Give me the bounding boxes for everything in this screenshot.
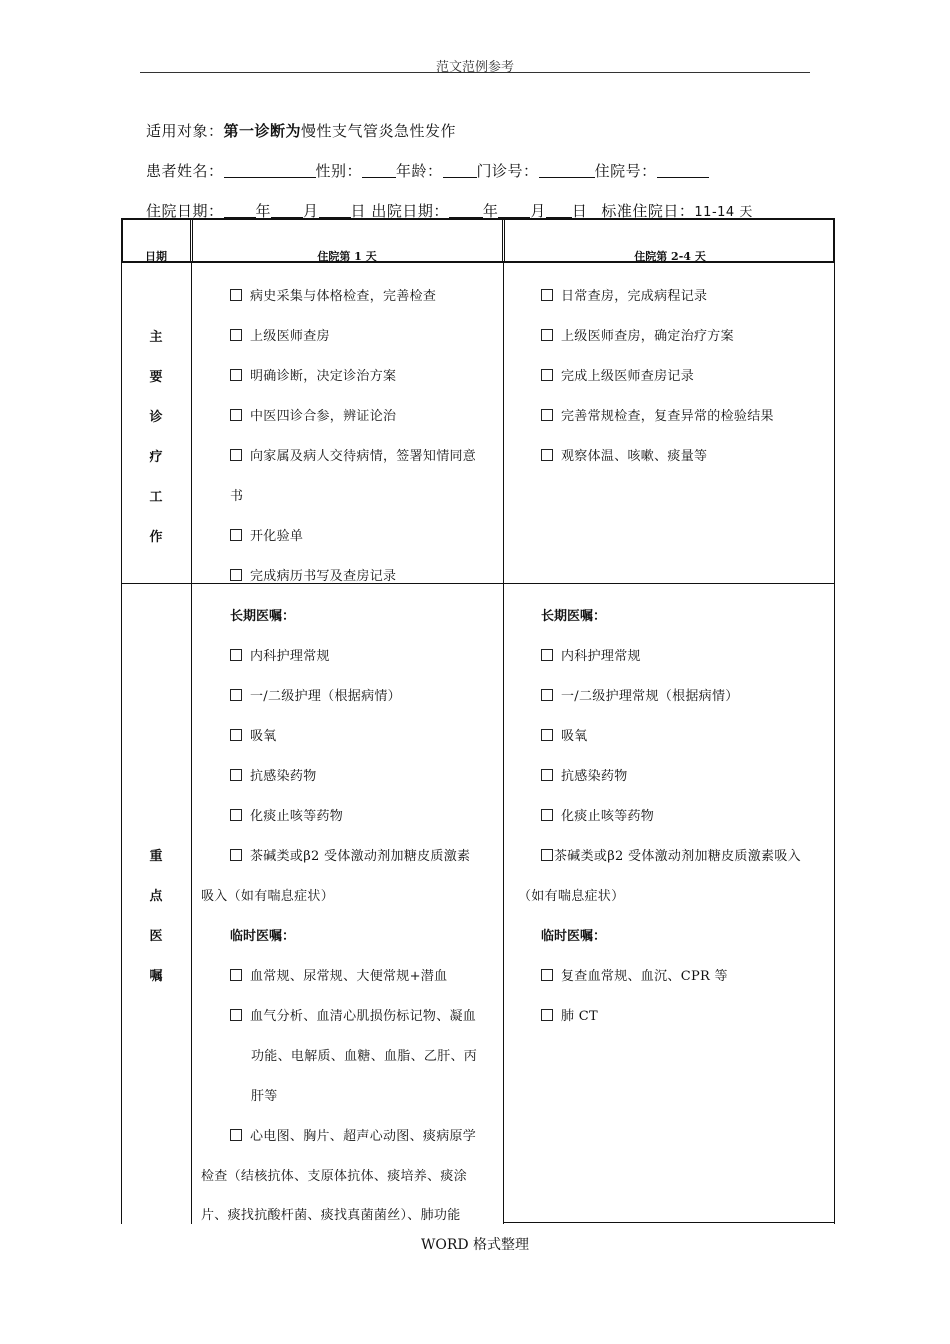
day2-work-item[interactable] (541, 327, 734, 347)
day1-temp-item[interactable] (230, 967, 447, 987)
day2-order-item[interactable] (541, 687, 739, 707)
item-text: 抗感染药物 (250, 769, 317, 784)
label-char: 疗 (149, 450, 163, 465)
item-continuation: 检查（结核抗体、支原体抗体、痰培养、痰涂 (201, 1169, 468, 1184)
checkbox-icon[interactable] (230, 529, 242, 541)
item-text: 一/二级护理（根据病情） (250, 689, 401, 704)
day2-order-item[interactable] (541, 767, 628, 787)
day-unit: 日 (571, 202, 588, 220)
first-diagnosis-label: 第一诊断为 (223, 122, 302, 140)
day2-work-column (504, 263, 834, 583)
day1-temp-item[interactable] (230, 1127, 476, 1147)
admit-year-field[interactable] (224, 203, 256, 218)
item-text: 完善常规检查，复查异常的检验结果 (561, 409, 774, 424)
day1-work-item[interactable] (230, 527, 303, 547)
checkbox-icon[interactable] (541, 369, 553, 381)
label-char: 医 (149, 929, 163, 944)
temporary-orders-heading: 临时医嘱： (230, 929, 296, 944)
checkbox-icon[interactable] (541, 289, 553, 301)
temporary-orders-heading: 临时医嘱： (541, 929, 607, 944)
item-text: 吸氧 (561, 729, 588, 744)
day2-work-item[interactable] (541, 287, 707, 307)
item-continuation: 吸入（如有喘息症状） (201, 889, 335, 904)
day2-orders-column (504, 584, 834, 1222)
item-text: 中医四诊合参，辨证论治 (250, 409, 397, 424)
item-continuation: （如有喘息症状） (518, 889, 625, 904)
gender-field[interactable] (362, 163, 396, 178)
item-text: 血气分析、血清心肌损伤标记物、凝血 (250, 1009, 477, 1024)
item-continuation: 功能、电解质、血糖、血脂、乙肝、丙 (251, 1049, 478, 1064)
label-char: 主 (149, 330, 163, 345)
page-footer: WORD 格式整理 (420, 1237, 530, 1253)
checkbox-icon[interactable] (230, 769, 242, 781)
checkbox-icon[interactable] (230, 449, 242, 461)
label-char: 嘱 (149, 969, 163, 984)
item-text: 上级医师查房 (250, 329, 330, 344)
year-unit: 年 (255, 202, 272, 220)
discharge-month-field[interactable] (498, 203, 530, 218)
item-text: 观察体温、咳嗽、痰量等 (561, 449, 708, 464)
day1-order-item[interactable] (230, 847, 470, 867)
checkbox-icon[interactable] (541, 449, 553, 461)
applicable-target-line (146, 120, 456, 141)
discharge-day-field[interactable] (546, 203, 572, 218)
column-day1-header: 住院第 1 天 (317, 250, 377, 263)
table-bottom-right (503, 1222, 835, 1223)
age-label: 年龄： (396, 162, 443, 180)
checkbox-icon[interactable] (230, 969, 242, 981)
section-main-work-label (121, 318, 191, 558)
item-text: 向家属及病人交待病情，签署知情同意 (250, 449, 477, 464)
label-char: 作 (149, 530, 163, 545)
admit-day-field[interactable] (319, 203, 351, 218)
item-text: 茶碱类或β2 受体激动剂加糖皮质激素 (250, 849, 471, 864)
month-unit: 月 (530, 202, 546, 220)
inpatient-number-field[interactable] (657, 163, 709, 178)
day2-temp-item[interactable] (541, 967, 728, 987)
day1-work-item[interactable] (230, 367, 396, 387)
section-key-orders-label (121, 837, 191, 997)
checkbox-icon[interactable] (230, 329, 242, 341)
day1-work-item[interactable] (230, 407, 396, 427)
checkbox-icon[interactable] (230, 289, 242, 301)
checkbox-icon[interactable] (541, 409, 553, 421)
checkbox-icon[interactable] (541, 329, 553, 341)
diagnosis-value: 慢性支气管炎急性发作 (301, 122, 457, 140)
standard-stay-label: 标准住院日： (601, 202, 695, 220)
patient-info-line (146, 160, 709, 181)
label-char: 点 (149, 889, 163, 904)
standard-stay-value: 11-14 天 (694, 205, 753, 220)
item-text: 完成上级医师查房记录 (561, 369, 695, 384)
checkbox-icon[interactable] (541, 809, 553, 821)
item-text: 上级医师查房，确定治疗方案 (561, 329, 734, 344)
column-day2-header: 住院第 2-4 天 (634, 250, 706, 263)
item-text: 肺 CT (561, 1009, 598, 1024)
item-text: 病史采集与体格检查，完善检查 (250, 289, 437, 304)
checkbox-icon[interactable] (230, 689, 242, 701)
day2-order-item[interactable] (541, 847, 801, 867)
day1-order-item[interactable] (230, 647, 330, 667)
item-text: 茶碱类或β2 受体激动剂加糖皮质激素吸入 (554, 849, 801, 864)
long-term-orders-heading: 长期医嘱： (230, 609, 296, 624)
item-text: 血常规、尿常规、大便常规+潜血 (250, 969, 448, 984)
checkbox-icon[interactable] (230, 569, 242, 581)
item-text: 吸氧 (250, 729, 277, 744)
patient-name-label: 患者姓名： (146, 162, 224, 180)
discharge-date-label: 出院日期： (366, 202, 449, 220)
admit-date-label: 住院日期： (146, 202, 224, 220)
checkbox-icon[interactable] (230, 729, 242, 741)
item-text: 抗感染药物 (561, 769, 628, 784)
long-term-orders-heading: 长期医嘱： (541, 609, 607, 624)
checkbox-icon[interactable] (230, 1129, 242, 1141)
item-text: 化痰止咳等药物 (561, 809, 655, 824)
checkbox-icon[interactable] (541, 729, 553, 741)
column-date-header: 日期 (145, 250, 167, 263)
item-text: 化痰止咳等药物 (250, 809, 344, 824)
item-continuation: 书 (230, 489, 244, 504)
day1-work-item[interactable] (230, 287, 436, 307)
checkbox-icon[interactable] (541, 769, 553, 781)
item-text: 内科护理常规 (561, 649, 641, 664)
day2-work-item[interactable] (541, 407, 774, 427)
day2-order-item[interactable] (541, 727, 588, 747)
label-char: 诊 (149, 410, 163, 425)
item-continuation: 肝等 (251, 1089, 278, 1104)
label-char: 工 (149, 490, 163, 505)
checkbox-icon[interactable] (541, 689, 553, 701)
day1-work-item[interactable] (230, 447, 476, 467)
applicable-label: 适用对象： (146, 122, 224, 140)
checkbox-icon[interactable] (230, 1009, 242, 1021)
checkbox-icon[interactable] (541, 649, 553, 661)
day2-temp-item[interactable] (541, 1007, 598, 1027)
checkbox-icon[interactable] (230, 849, 242, 861)
day1-work-item[interactable] (230, 327, 330, 347)
admit-month-field[interactable] (271, 203, 303, 218)
checkbox-icon[interactable] (541, 1009, 553, 1021)
checkbox-icon[interactable] (230, 809, 242, 821)
checkbox-icon[interactable] (541, 969, 553, 981)
item-text: 开化验单 (250, 529, 304, 544)
year-unit: 年 (482, 202, 499, 220)
item-text: 日常查房，完成病程记录 (561, 289, 708, 304)
item-text: 复查血常规、血沉、CPR 等 (561, 969, 728, 984)
label-char: 要 (149, 370, 163, 385)
day1-order-item[interactable] (230, 767, 317, 787)
item-text: 明确诊断，决定诊治方案 (250, 369, 397, 384)
day2-order-item[interactable] (541, 807, 654, 827)
day2-work-item[interactable] (541, 447, 707, 467)
checkbox-icon[interactable] (230, 409, 242, 421)
inpatient-number-label: 住院号： (594, 162, 657, 180)
checkbox-icon[interactable] (230, 369, 242, 381)
label-char: 重 (149, 849, 163, 864)
day2-work-item[interactable] (541, 367, 694, 387)
day1-orders-column (192, 584, 502, 1224)
day2-order-item[interactable] (541, 647, 641, 667)
patient-name-field[interactable] (224, 163, 316, 178)
item-continuation: 片、痰找抗酸杆菌、痰找真菌菌丝）、肺功能 (201, 1208, 461, 1223)
discharge-year-field[interactable] (449, 203, 483, 218)
item-text: 一/二级护理常规（根据病情） (561, 689, 739, 704)
checkbox-icon[interactable] (541, 849, 553, 861)
month-unit: 月 (303, 202, 319, 220)
item-text: 内科护理常规 (250, 649, 330, 664)
day1-work-item[interactable] (230, 567, 396, 583)
clinic-number-field[interactable] (539, 163, 595, 178)
item-text: 完成病历书写及查房记录 (250, 569, 397, 583)
day-unit: 日 (350, 202, 367, 220)
day1-order-item[interactable] (230, 727, 277, 747)
checkbox-icon[interactable] (230, 649, 242, 661)
day1-work-column (192, 263, 502, 583)
day1-temp-item[interactable] (230, 1007, 476, 1027)
clinic-number-label: 门诊号： (476, 162, 539, 180)
day1-order-item[interactable] (230, 807, 343, 827)
day1-order-item[interactable] (230, 687, 401, 707)
page-header-title: 范文范例参考 (435, 60, 514, 75)
age-field[interactable] (443, 163, 477, 178)
item-text: 心电图、胸片、超声心动图、痰病原学 (250, 1129, 477, 1144)
gender-label: 性别： (315, 162, 363, 180)
header-rule (140, 72, 810, 73)
